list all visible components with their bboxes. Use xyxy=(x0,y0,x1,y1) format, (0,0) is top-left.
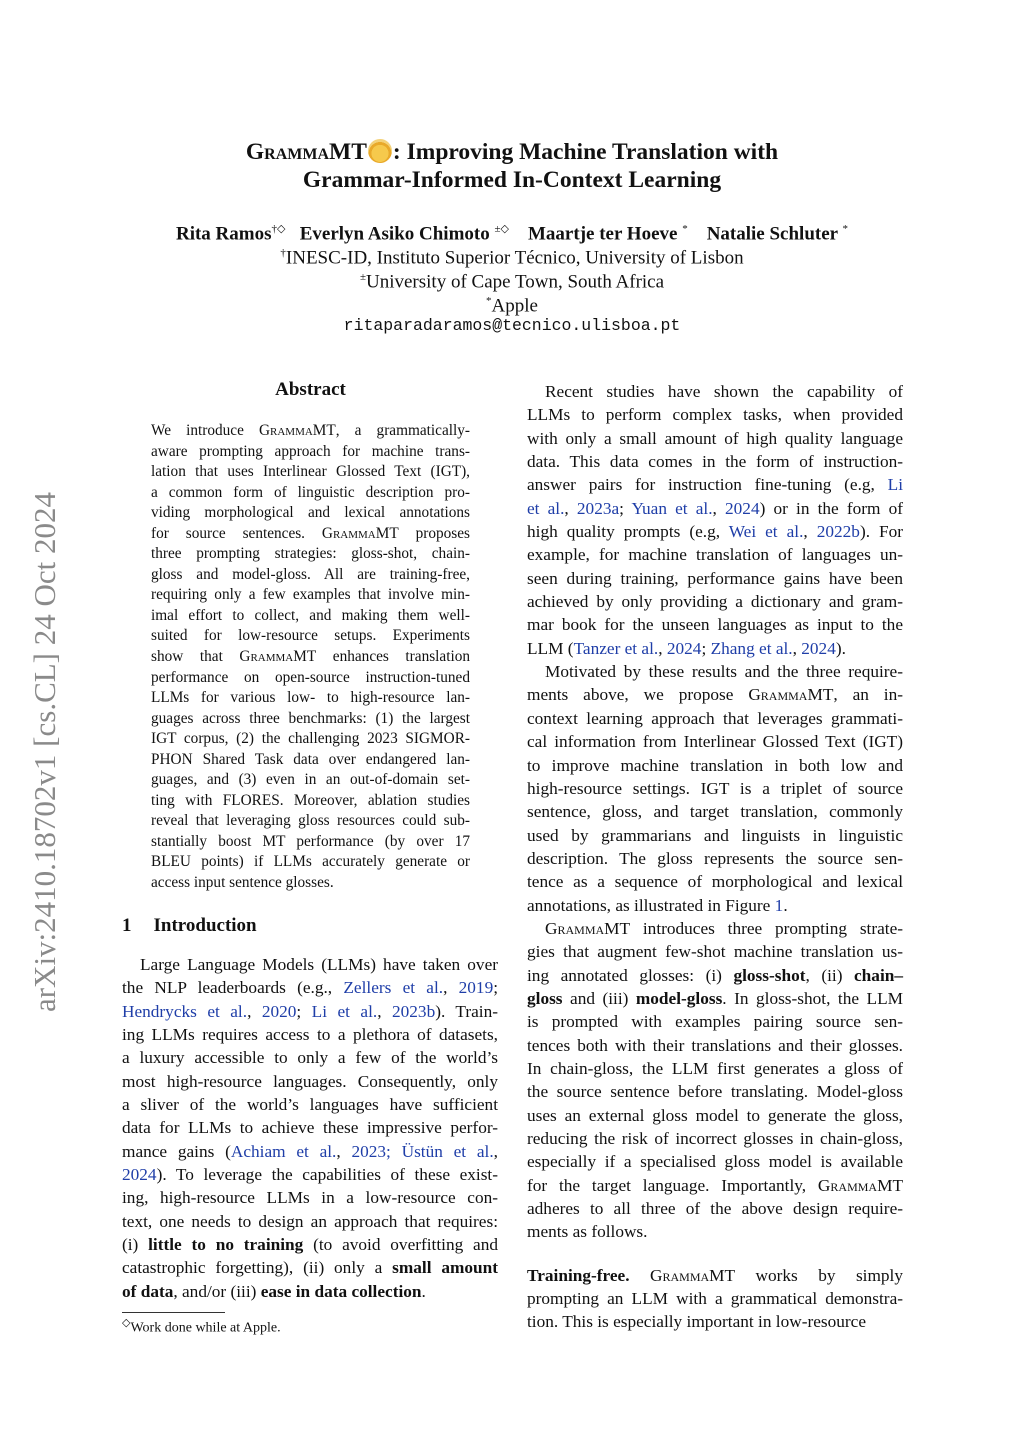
text-run: description. The gloss represents the source sen- xyxy=(527,848,903,868)
affiliation-text: University of Cape Town, South Africa xyxy=(365,271,665,293)
text-line xyxy=(151,503,470,524)
text-line xyxy=(527,427,903,450)
text-run: Large Language Models (LLMs) have taken over xyxy=(140,955,498,974)
text-run: PHON Shared Task data over endangered lan- xyxy=(151,750,470,768)
text-run: , xyxy=(712,498,726,518)
text-run: imal effort to collect, and making them well- xyxy=(151,606,470,624)
text-line xyxy=(151,565,470,586)
text-line xyxy=(122,976,498,999)
text-run: data. This data comes in the form of instruction- xyxy=(527,452,903,472)
text-run: a common form of linguistic description pro- xyxy=(151,483,470,501)
text-run: for source sentences. xyxy=(151,524,322,542)
text-line xyxy=(527,847,903,870)
text-line xyxy=(527,870,903,893)
text-run: , xyxy=(564,498,577,518)
text-line xyxy=(151,811,470,832)
citation-link[interactable]: 2023b xyxy=(392,1001,436,1021)
author: Maartje ter Hoeve xyxy=(528,223,678,245)
text-line xyxy=(122,1140,498,1163)
text-line xyxy=(151,832,470,853)
text-run: works by simply xyxy=(735,1265,903,1285)
text-run: , xyxy=(377,1001,392,1021)
text-run: ing, high-resource LLMs in a low-resource con- xyxy=(122,1188,498,1208)
text-run: enhances translation xyxy=(316,648,471,666)
method-name: GrammaMT xyxy=(650,1265,736,1285)
text-line xyxy=(151,770,470,791)
text-run: three prompting strategies: gloss-shot, chain- xyxy=(151,545,470,563)
method-name: GrammaMT xyxy=(258,422,336,439)
text-run: , xyxy=(443,978,459,998)
citation-link[interactable]: 2024 xyxy=(801,638,836,658)
text-run: the NLP leaderboards (e.g., xyxy=(122,978,344,998)
footnote-mark: ◇ xyxy=(122,1317,131,1329)
text-run: (i) xyxy=(122,1235,149,1255)
text-run: IGT corpus, (2) the challenging 2023 SIGMOR- xyxy=(151,730,470,748)
text-run: uses an external gloss model to generate the gloss, xyxy=(527,1105,903,1125)
text-line xyxy=(122,1093,498,1116)
bold-text: gloss-shot xyxy=(733,965,806,985)
text-run: gies that augment few-shot machine translation us- xyxy=(527,942,903,962)
method-name: GrammaMT xyxy=(321,524,399,542)
paragraph-gap xyxy=(527,1244,903,1264)
text-run: ). xyxy=(835,638,846,658)
citation-link[interactable]: 2024 xyxy=(666,638,702,658)
text-run: mance gains ( xyxy=(122,1141,231,1161)
text-line xyxy=(151,791,470,812)
bold-text: ease in data collection xyxy=(260,1281,422,1301)
text-run: (to avoid overfitting and xyxy=(303,1235,498,1255)
text-line xyxy=(151,668,470,689)
text-run: stantially boost MT performance (by over 17 xyxy=(151,832,470,850)
citation-link[interactable]: Achiam et al. xyxy=(230,1141,337,1161)
text-run: . In gloss-shot, the LLM xyxy=(722,988,903,1008)
method-name: GrammaMT xyxy=(545,918,631,938)
text-run: especially if a specialised gloss model is available xyxy=(527,1152,903,1172)
text-run: ) or in the form of xyxy=(759,498,904,518)
text-line xyxy=(527,473,903,496)
author-mark: ±◇ xyxy=(494,223,509,235)
abstract-body xyxy=(151,421,470,894)
right-column-paragraphs xyxy=(527,380,903,1244)
text-run: In chain-gloss, the LLM first generates a gloss of xyxy=(527,1058,903,1078)
text-line xyxy=(122,1233,498,1256)
text-line xyxy=(122,1256,498,1279)
text-run: sentence, gloss, and target translation, commonly xyxy=(527,802,903,822)
affiliation xyxy=(0,289,1024,318)
bold-text: chain– xyxy=(854,965,903,985)
citation-link[interactable]: 2020 xyxy=(261,1001,297,1021)
text-run: example, for machine translation of languages un- xyxy=(527,545,903,565)
text-run: tences both with their translations and their glosses. xyxy=(527,1035,903,1055)
text-line xyxy=(527,824,903,847)
paragraph xyxy=(122,953,498,1303)
text-line xyxy=(527,940,903,963)
text-run: answer pairs for instruction fine-tuning (e.g, xyxy=(527,475,888,495)
citation-link[interactable]: 2024 xyxy=(122,1165,157,1185)
introduction-left-column xyxy=(122,953,498,1303)
text-run: for the target language. Importantly, xyxy=(527,1175,818,1195)
paper-title xyxy=(0,138,1024,194)
text-run: aware prompting approach for machine trans- xyxy=(151,442,470,460)
text-line xyxy=(151,626,470,647)
text-run: adheres to all three of the above design require- xyxy=(527,1199,903,1219)
training-free-paragraph xyxy=(527,1264,903,1334)
text-run: , a grammatically- xyxy=(335,422,470,439)
text-run: ing annotated glosses: (i) xyxy=(527,965,734,985)
text-run: , xyxy=(792,638,802,658)
text-line xyxy=(151,442,470,463)
text-line xyxy=(527,1057,903,1080)
text-line xyxy=(527,543,903,566)
text-line xyxy=(527,1150,903,1173)
text-run: , an in- xyxy=(833,685,904,705)
text-line xyxy=(122,1000,498,1023)
citation-link[interactable]: Wei et al. xyxy=(728,522,804,542)
text-line xyxy=(122,1186,498,1209)
text-line xyxy=(527,450,903,473)
text-run: ments as follows. xyxy=(527,1222,648,1242)
text-run: performance on open-source instruction-tuned xyxy=(151,668,470,686)
text-run: reducing the risk of incorrect glosses in chain-gloss, xyxy=(527,1129,903,1148)
text-run: and (iii) xyxy=(562,988,636,1008)
text-run: ; xyxy=(701,638,711,658)
text-run: viding morphological and lexical annotations xyxy=(151,504,470,522)
text-run: LLM ( xyxy=(527,638,574,658)
footnote-rule xyxy=(122,1312,225,1313)
text-line xyxy=(527,613,903,636)
text-line xyxy=(151,750,470,771)
citation-link[interactable]: 2023; Üstün et al. xyxy=(351,1141,494,1161)
title-line1: : Improving Machine Translation with xyxy=(392,139,779,165)
text-line xyxy=(151,647,470,668)
text-run: ments above, we propose xyxy=(527,685,749,705)
text-line xyxy=(527,894,903,917)
text-line xyxy=(527,1104,903,1127)
citation-link[interactable]: 2024 xyxy=(725,498,760,518)
text-line xyxy=(527,520,903,543)
citation-link[interactable]: Yuan et al. xyxy=(631,498,713,518)
text-run: , xyxy=(803,522,817,542)
text-run: used by grammarians and linguists in linguistic xyxy=(527,825,903,845)
text-line xyxy=(527,917,903,940)
text-line xyxy=(527,777,903,800)
text-run: introduces three prompting strate- xyxy=(630,918,903,938)
text-line xyxy=(527,660,903,683)
author-mark: * xyxy=(682,223,688,235)
text-line xyxy=(122,953,498,976)
text-line xyxy=(151,729,470,750)
title-line2: Grammar-Informed In-Context Learning xyxy=(302,167,722,193)
method-name: GrammaMT xyxy=(239,648,317,666)
paragraph xyxy=(527,660,903,917)
text-line xyxy=(527,497,903,520)
text-line xyxy=(151,462,470,483)
text-run: show that xyxy=(151,648,240,666)
text-run: ting with FLORES. Moreover, ablation studies xyxy=(151,791,470,809)
text-line xyxy=(122,1023,498,1046)
text-line xyxy=(122,1116,498,1139)
text-line xyxy=(527,1287,903,1310)
text-run xyxy=(630,1266,650,1285)
text-run: tion. This is especially important in low-resource xyxy=(527,1312,866,1332)
text-line xyxy=(122,1210,498,1233)
affiliation-text: Apple xyxy=(491,295,538,317)
bold-text: small amount xyxy=(392,1258,498,1278)
text-run: proposes xyxy=(398,524,470,542)
text-line xyxy=(527,637,903,660)
text-run: ing LLMs requires access to a plethora of datasets, xyxy=(122,1025,498,1045)
author: Natalie Schluter xyxy=(706,223,838,245)
text-line xyxy=(151,483,470,504)
paragraph xyxy=(527,1264,903,1334)
text-line xyxy=(151,709,470,730)
citation-link[interactable]: Tanzer et al. xyxy=(573,638,659,658)
text-line xyxy=(527,1080,903,1103)
text-run: ; xyxy=(619,498,632,518)
author: Everlyn Asiko Chimoto xyxy=(299,223,490,245)
bold-text: model-gloss xyxy=(635,988,723,1008)
affiliation-mark: † xyxy=(280,247,286,259)
introduction-right-column xyxy=(527,380,903,1334)
text-run: ; xyxy=(296,1001,312,1021)
text-run: Recent studies have shown the capability of xyxy=(545,382,903,401)
text-line xyxy=(527,1127,903,1150)
section-title: Introduction xyxy=(153,915,257,936)
text-run: LLMs for various low- to high-resource lan- xyxy=(151,689,470,707)
text-run: prompting an LLM with a grammatical demonstra- xyxy=(527,1289,903,1309)
text-run: LLMs to perform complex tasks, when provided xyxy=(527,405,903,425)
text-line xyxy=(122,1280,498,1303)
text-run: catastrophic forgetting), (ii) only a xyxy=(122,1258,393,1278)
text-run: lation that uses Interlinear Glossed Text (IGT), xyxy=(151,463,470,481)
footnote xyxy=(122,1316,281,1337)
text-line xyxy=(151,606,470,627)
text-line xyxy=(122,1046,498,1069)
text-run: . xyxy=(783,895,788,915)
bold-text: little to no training xyxy=(148,1235,304,1255)
text-run: BLEU points) if LLMs accurately generate or xyxy=(151,853,470,871)
text-line xyxy=(151,688,470,709)
affiliation-mark: ± xyxy=(359,271,366,283)
text-line xyxy=(527,380,903,403)
text-run: to improve machine translation in both low and xyxy=(527,755,903,775)
text-run: most high-resource languages. Consequently, only xyxy=(122,1071,498,1091)
method-name: GrammaMT xyxy=(817,1175,903,1195)
citation-link[interactable]: Zhang et al. xyxy=(710,638,793,658)
text-run: high-resource settings. IGT is a triplet of source xyxy=(527,778,903,798)
citation-link[interactable]: Li xyxy=(887,475,903,495)
text-run: We introduce xyxy=(151,422,259,439)
text-line xyxy=(527,567,903,590)
citation-link[interactable]: Hendrycks et al. xyxy=(122,1001,248,1021)
arxiv-identifier: arXiv:2410.18702v1 [cs.CL] 24 Oct 2024 xyxy=(27,491,62,1013)
citation-link[interactable]: 2019 xyxy=(458,978,494,998)
text-run: high quality prompts (e.g, xyxy=(527,522,729,542)
bold-text: of data xyxy=(122,1281,174,1301)
text-line xyxy=(527,1010,903,1033)
section-number: 1 xyxy=(122,915,132,936)
text-run: requiring only a few examples that involve min- xyxy=(151,586,470,604)
text-run: is prompted with examples pairing source sen- xyxy=(527,1012,903,1032)
text-line xyxy=(151,873,470,894)
text-line xyxy=(527,1197,903,1220)
citation-link[interactable]: Li et al. xyxy=(311,1001,378,1021)
citation-link[interactable]: et al. xyxy=(527,498,565,518)
text-line xyxy=(527,1310,903,1333)
text-line xyxy=(527,590,903,613)
bold-text: Training-free. xyxy=(527,1265,630,1285)
text-line xyxy=(527,1034,903,1057)
text-line xyxy=(527,1174,903,1197)
text-run: seen during training, performance gains have been xyxy=(527,568,903,588)
text-run: . xyxy=(421,1281,426,1301)
text-line xyxy=(151,585,470,606)
text-run: , (ii) xyxy=(805,965,855,985)
text-run: a luxury accessible to only a few of the world’s xyxy=(122,1048,498,1068)
paragraph xyxy=(527,380,903,660)
text-run: , xyxy=(336,1141,352,1161)
text-line xyxy=(527,1264,903,1287)
text-run: , xyxy=(493,1141,498,1161)
text-run: text, one needs to design an approach that requires: xyxy=(122,1211,498,1231)
citation-link[interactable]: 2022b xyxy=(816,522,860,542)
text-run: guages, and (3) even in an out-of-domain set- xyxy=(151,771,470,789)
older-woman-emoji-icon xyxy=(368,139,392,163)
abstract-heading: Abstract xyxy=(275,379,346,400)
bold-text: gloss xyxy=(527,988,563,1008)
text-run: ). For xyxy=(859,522,904,542)
text-line xyxy=(527,964,903,987)
text-line xyxy=(151,421,470,442)
text-run: ; xyxy=(493,978,499,998)
affiliation-text: INESC-ID, Instituto Superior Técnico, University of Lisbon xyxy=(285,247,744,269)
text-run: guages across three benchmarks: (1) the largest xyxy=(151,709,470,727)
text-run: a sliver of the world’s languages have sufficient xyxy=(122,1095,498,1115)
text-run: ). Train- xyxy=(435,1001,498,1021)
text-run: suited for low-resource setups. Experiments xyxy=(151,627,470,645)
text-run: gloss and model-gloss. All are training-free, xyxy=(151,565,470,583)
text-line xyxy=(527,707,903,730)
text-run: tence as a sequence of morphological and lexical xyxy=(527,872,903,892)
text-run: data for LLMs to achieve these impressive perfor- xyxy=(122,1118,498,1138)
citation-link[interactable]: 2023a xyxy=(576,498,620,518)
author-mark: * xyxy=(842,223,849,235)
text-run: access input sentence glosses. xyxy=(151,874,334,892)
citation-link[interactable]: 1 xyxy=(774,895,784,915)
text-run: mar book for the unseen languages as input to the xyxy=(527,615,903,635)
affiliation-mark: * xyxy=(486,295,492,307)
method-name: GrammaMT xyxy=(748,685,834,705)
text-run: , xyxy=(247,1001,262,1021)
text-run: Motivated by these results and the three require- xyxy=(545,662,903,682)
text-run: reveal that leveraging gloss resources could sub- xyxy=(151,812,470,830)
text-run: with only a small amount of high quality language xyxy=(527,428,903,448)
text-run: ). To leverage the capabilities of these exist- xyxy=(156,1165,498,1185)
text-run: , and/or (iii) xyxy=(173,1281,261,1301)
text-run: the source sentence before translating. Model-gloss xyxy=(527,1082,903,1102)
text-run: cal information from Interlinear Glossed Text (IGT) xyxy=(527,732,903,752)
paragraph xyxy=(151,421,470,894)
text-run: annotations, as illustrated in Figure xyxy=(527,895,775,915)
text-line xyxy=(527,730,903,753)
text-line xyxy=(122,1070,498,1093)
text-line xyxy=(122,1163,498,1186)
text-run: achieved by only providing a dictionary and gram- xyxy=(527,592,903,612)
text-line xyxy=(527,987,903,1010)
text-line xyxy=(527,754,903,777)
author-mark: †◇ xyxy=(271,223,286,235)
text-line xyxy=(151,852,470,873)
method-name: GrammaMT xyxy=(245,139,367,165)
paragraph xyxy=(527,917,903,1244)
author: Rita Ramos xyxy=(175,223,272,245)
contact-email: ritaparadaramos@tecnico.ulisboa.pt xyxy=(343,316,681,335)
text-run: , xyxy=(658,638,667,658)
citation-link[interactable]: Zellers et al. xyxy=(343,978,444,998)
text-line xyxy=(151,544,470,565)
text-line xyxy=(527,403,903,426)
text-run: context learning approach that leverages grammati- xyxy=(527,708,903,728)
text-line xyxy=(527,800,903,823)
text-line xyxy=(527,1220,903,1243)
section-heading xyxy=(122,915,257,937)
footnote-text: Work done while at Apple. xyxy=(130,1320,281,1336)
text-line xyxy=(527,683,903,706)
text-line xyxy=(151,524,470,545)
